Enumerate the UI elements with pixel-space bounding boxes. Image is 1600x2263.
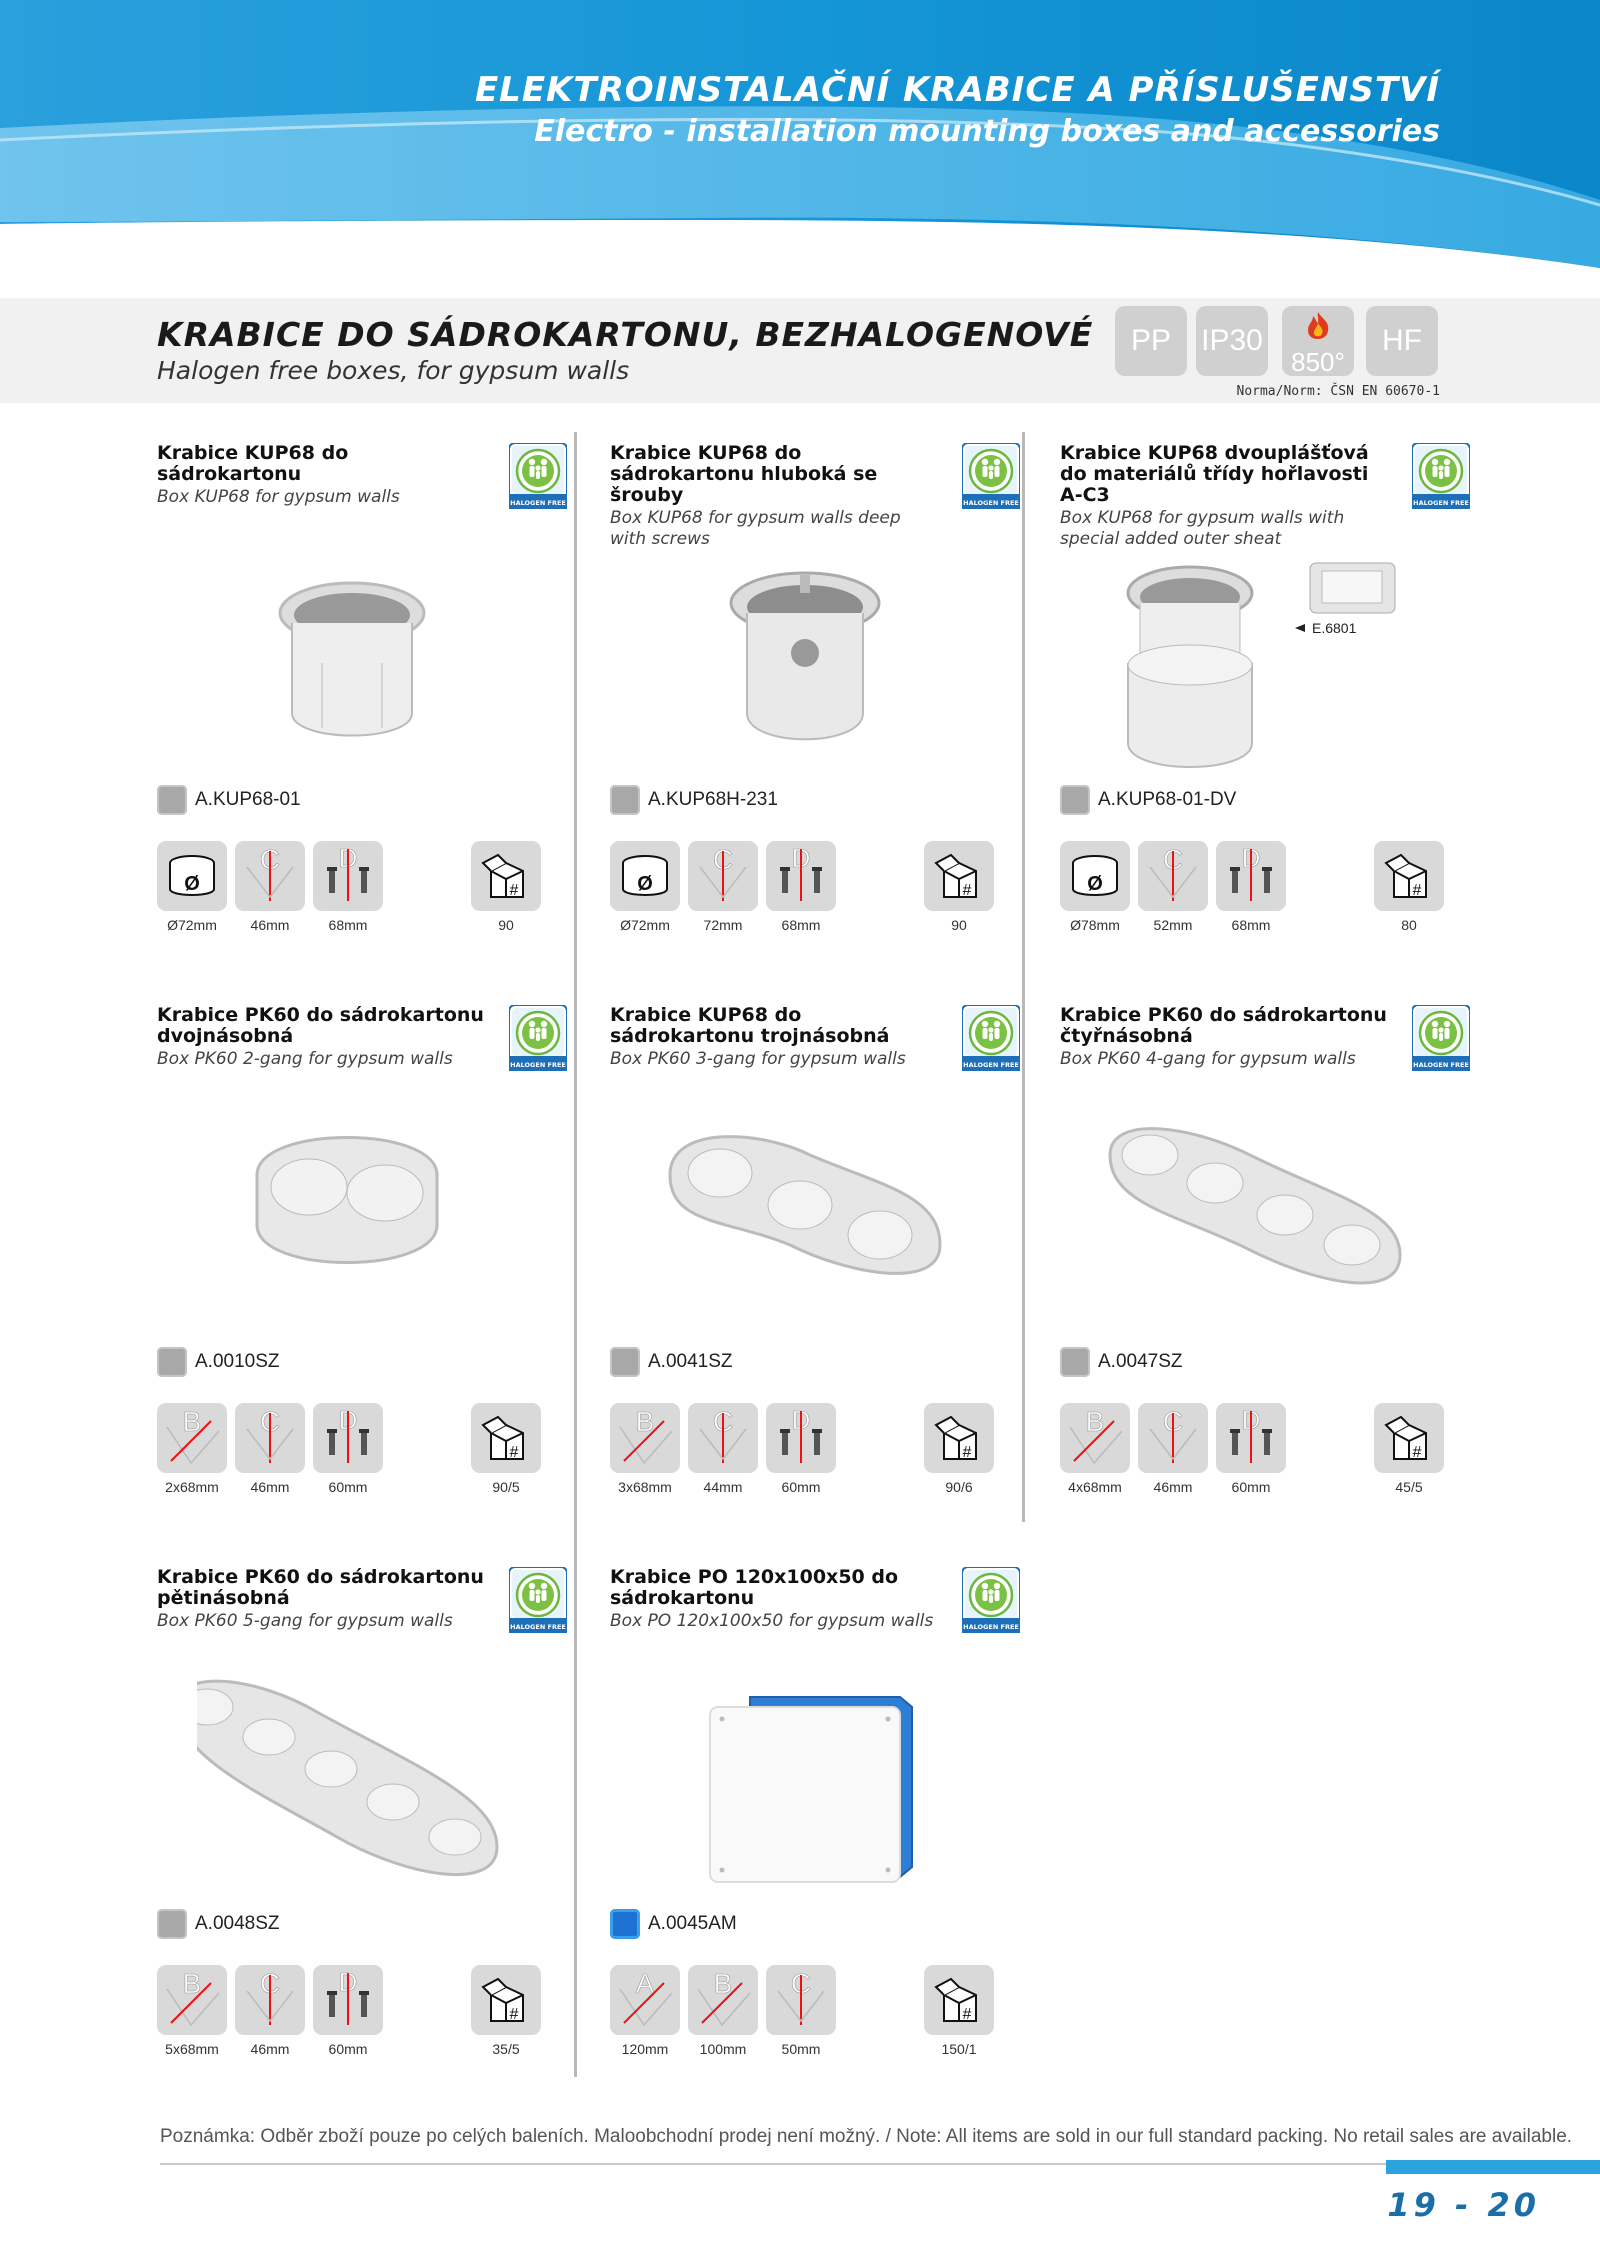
product-title bbox=[610, 1005, 940, 1070]
dimension-value: 52mm bbox=[1153, 917, 1193, 933]
column-separator-2 bbox=[1022, 432, 1025, 1522]
product-title bbox=[157, 1005, 487, 1070]
dimension-value: Ø78mm bbox=[1070, 917, 1120, 933]
halogen-free-icon bbox=[509, 1567, 567, 1633]
product-card-a-0047sz bbox=[1060, 1005, 1470, 1535]
svg-text:C: C bbox=[259, 1406, 281, 1437]
svg-text:HALOGEN FREE: HALOGEN FREE bbox=[1413, 1061, 1469, 1069]
color-swatch bbox=[157, 785, 187, 815]
color-swatch bbox=[610, 785, 640, 815]
svg-text:HALOGEN FREE: HALOGEN FREE bbox=[510, 1623, 566, 1631]
product-title bbox=[610, 443, 940, 550]
dimension-value: 60mm bbox=[328, 2041, 368, 2057]
package-quantity: 90 bbox=[498, 917, 514, 933]
dimension-d-icon bbox=[313, 1965, 383, 2035]
svg-text:C: C bbox=[1162, 1406, 1184, 1437]
product-code-row bbox=[610, 1345, 733, 1379]
product-title bbox=[1060, 443, 1390, 550]
svg-text:HALOGEN FREE: HALOGEN FREE bbox=[963, 499, 1019, 507]
svg-text:#: # bbox=[509, 1444, 519, 1461]
product-photo bbox=[650, 553, 960, 783]
product-code: A.0010SZ bbox=[195, 1351, 280, 1372]
svg-text:C: C bbox=[1162, 844, 1184, 875]
dimension-c-icon bbox=[688, 841, 758, 911]
column-separator-1 bbox=[574, 432, 577, 2077]
svg-text:HALOGEN FREE: HALOGEN FREE bbox=[510, 499, 566, 507]
svg-text:#: # bbox=[1412, 882, 1422, 899]
package-icon bbox=[471, 1403, 541, 1473]
badge-flame bbox=[1282, 306, 1354, 376]
product-subtitle: Box KUP68 for gypsum walls with special added outer sheat bbox=[1060, 508, 1345, 549]
dimension-value: 100mm bbox=[699, 2041, 747, 2057]
product-name: Krabice PO 120x100x50 do sádrokartonu bbox=[610, 1566, 899, 1609]
product-photo bbox=[197, 1115, 507, 1345]
dimension-c-icon bbox=[766, 1965, 836, 2035]
dimension-b-icon bbox=[157, 1403, 227, 1473]
product-title bbox=[157, 1567, 487, 1632]
color-swatch bbox=[610, 1347, 640, 1377]
product-card-a-0041sz bbox=[610, 1005, 1020, 1535]
dimension-value: 68mm bbox=[1231, 917, 1271, 933]
color-swatch bbox=[1060, 785, 1090, 815]
svg-text:D: D bbox=[791, 843, 811, 873]
diameter-icon bbox=[157, 841, 227, 911]
dimension-d-icon bbox=[766, 1403, 836, 1473]
footer-accent-bar bbox=[1386, 2160, 1600, 2174]
dimension-a-icon bbox=[610, 1965, 680, 2035]
svg-text:A: A bbox=[635, 1968, 655, 1999]
spec-icons bbox=[157, 841, 567, 913]
svg-text:#: # bbox=[1412, 1444, 1422, 1461]
halogen-free-icon bbox=[1412, 1005, 1470, 1071]
product-code: A.0045AM bbox=[648, 1913, 737, 1934]
halogen-free-icon bbox=[509, 1005, 567, 1071]
spec-icons bbox=[610, 1403, 1020, 1475]
dimension-value: 50mm bbox=[781, 2041, 821, 2057]
product-name: Krabice KUP68 dvouplášťová do materiálů třídy hořlavosti A-C3 bbox=[1060, 442, 1369, 506]
dimension-value: 46mm bbox=[1153, 1479, 1193, 1495]
product-card-a-0048sz bbox=[157, 1567, 567, 2097]
svg-text:B: B bbox=[635, 1406, 655, 1437]
color-swatch bbox=[610, 1909, 640, 1939]
svg-text:C: C bbox=[790, 1968, 812, 1999]
dimension-d-icon bbox=[1216, 1403, 1286, 1473]
package-quantity: 150/1 bbox=[941, 2041, 977, 2057]
product-subtitle: Box PK60 2-gang for gypsum walls bbox=[157, 1049, 453, 1069]
spec-icons bbox=[610, 1965, 1020, 2037]
footer-note: Poznámka: Odběr zboží pouze po celých baleních. Maloobchodní prodej není možný. / Note: All items are sold in our full standard packing. No retail sales are available. bbox=[160, 2126, 1573, 2147]
dimension-b-icon bbox=[610, 1403, 680, 1473]
dimension-d-icon bbox=[1216, 841, 1286, 911]
product-name: Krabice PK60 do sádrokartonu čtyřnásobná bbox=[1060, 1004, 1387, 1047]
accessory-code-label: E.6801 bbox=[1312, 620, 1357, 636]
svg-text:B: B bbox=[182, 1968, 202, 1999]
svg-text:HALOGEN FREE: HALOGEN FREE bbox=[1413, 499, 1469, 507]
product-photo bbox=[1100, 1115, 1410, 1345]
product-photo bbox=[197, 553, 507, 783]
dimension-value: 4x68mm bbox=[1068, 1479, 1122, 1495]
dimension-d-icon bbox=[313, 841, 383, 911]
svg-text:#: # bbox=[509, 2006, 519, 2023]
product-code-row bbox=[157, 1345, 280, 1379]
spec-icons bbox=[1060, 1403, 1470, 1475]
svg-text:B: B bbox=[713, 1968, 733, 1999]
badge-temperature: 850° bbox=[1291, 347, 1345, 377]
dimension-c-icon bbox=[235, 841, 305, 911]
dimension-b-icon bbox=[1060, 1403, 1130, 1473]
svg-text:#: # bbox=[509, 882, 519, 899]
product-code: A.0041SZ bbox=[648, 1351, 733, 1372]
svg-text:B: B bbox=[1085, 1406, 1105, 1437]
dimension-value: 60mm bbox=[1231, 1479, 1271, 1495]
dimension-value: Ø72mm bbox=[620, 917, 670, 933]
svg-text:C: C bbox=[712, 844, 734, 875]
header-subtitle: Electro - installation mounting boxes and accessories bbox=[534, 114, 1440, 149]
product-photo bbox=[1100, 553, 1410, 783]
package-icon bbox=[924, 841, 994, 911]
color-swatch bbox=[157, 1347, 187, 1377]
product-code-row bbox=[610, 783, 778, 817]
package-icon bbox=[471, 1965, 541, 2035]
dimension-b-icon bbox=[688, 1965, 758, 2035]
package-quantity: 90/6 bbox=[945, 1479, 973, 1495]
package-quantity: 80 bbox=[1401, 917, 1417, 933]
product-code: A.KUP68-01-DV bbox=[1098, 789, 1237, 810]
dimension-d-icon bbox=[766, 841, 836, 911]
dimension-value: 68mm bbox=[781, 917, 821, 933]
badge-ip30: IP30 bbox=[1196, 306, 1268, 376]
section-title: KRABICE DO SÁDROKARTONU, BEZHALOGENOVÉ bbox=[157, 315, 1094, 354]
dimension-c-icon bbox=[1138, 1403, 1208, 1473]
product-subtitle: Box PK60 4-gang for gypsum walls bbox=[1060, 1049, 1356, 1069]
spec-icons bbox=[157, 1965, 567, 2037]
page-header bbox=[0, 0, 1600, 280]
package-icon bbox=[1374, 1403, 1444, 1473]
halogen-free-icon bbox=[962, 1005, 1020, 1071]
badge-hf: HF bbox=[1366, 306, 1438, 376]
product-title bbox=[610, 1567, 940, 1632]
package-quantity: 90/5 bbox=[492, 1479, 520, 1495]
dimension-value: 2x68mm bbox=[165, 1479, 219, 1495]
color-swatch bbox=[1060, 1347, 1090, 1377]
spec-icons bbox=[610, 841, 1020, 913]
svg-text:D: D bbox=[1241, 843, 1261, 873]
footer-divider bbox=[160, 2163, 1400, 2165]
product-name: Krabice KUP68 do sádrokartonu hluboká se šrouby bbox=[610, 442, 878, 506]
product-photo bbox=[650, 1677, 960, 1907]
dimension-d-icon bbox=[313, 1403, 383, 1473]
product-subtitle: Box PK60 5-gang for gypsum walls bbox=[157, 1611, 453, 1631]
svg-text:#: # bbox=[962, 2006, 972, 2023]
product-card-a-kup68-01-dv bbox=[1060, 443, 1470, 973]
svg-text:D: D bbox=[338, 1967, 358, 1997]
svg-text:Ø: Ø bbox=[184, 873, 200, 895]
dimension-value: 120mm bbox=[621, 2041, 669, 2057]
product-subtitle: Box PO 120x100x50 for gypsum walls bbox=[610, 1611, 934, 1631]
product-code: A.0048SZ bbox=[195, 1913, 280, 1934]
product-title bbox=[157, 443, 487, 508]
svg-text:B: B bbox=[182, 1406, 202, 1437]
package-quantity: 35/5 bbox=[492, 2041, 520, 2057]
diameter-icon bbox=[1060, 841, 1130, 911]
product-name: Krabice KUP68 do sádrokartonu bbox=[157, 442, 349, 485]
dimension-value: 46mm bbox=[250, 2041, 290, 2057]
package-quantity: 45/5 bbox=[1395, 1479, 1423, 1495]
spec-icons bbox=[157, 1403, 567, 1475]
product-code-row bbox=[610, 1907, 737, 1941]
dimension-b-icon bbox=[157, 1965, 227, 2035]
package-icon bbox=[471, 841, 541, 911]
package-quantity: 90 bbox=[951, 917, 967, 933]
svg-text:Ø: Ø bbox=[637, 873, 653, 895]
svg-text:#: # bbox=[962, 882, 972, 899]
dimension-value: 60mm bbox=[781, 1479, 821, 1495]
svg-text:D: D bbox=[338, 1405, 358, 1435]
product-card-a-0010sz bbox=[157, 1005, 567, 1535]
halogen-free-icon bbox=[1412, 443, 1470, 509]
package-icon bbox=[1374, 841, 1444, 911]
svg-text:Ø: Ø bbox=[1087, 873, 1103, 895]
dimension-c-icon bbox=[235, 1403, 305, 1473]
svg-text:D: D bbox=[791, 1405, 811, 1435]
halogen-free-icon bbox=[509, 443, 567, 509]
product-card-a-kup68h-231 bbox=[610, 443, 1020, 973]
halogen-free-icon bbox=[962, 443, 1020, 509]
package-icon bbox=[924, 1965, 994, 2035]
dimension-value: 5x68mm bbox=[165, 2041, 219, 2057]
product-subtitle: Box KUP68 for gypsum walls deep with screws bbox=[610, 508, 901, 549]
svg-text:C: C bbox=[712, 1406, 734, 1437]
package-icon bbox=[924, 1403, 994, 1473]
dimension-c-icon bbox=[235, 1965, 305, 2035]
diameter-icon bbox=[610, 841, 680, 911]
product-photo bbox=[650, 1115, 960, 1345]
page-number: 19 - 20 bbox=[1387, 2186, 1540, 2224]
product-card-a-0045am bbox=[610, 1567, 1020, 2097]
svg-text:HALOGEN FREE: HALOGEN FREE bbox=[510, 1061, 566, 1069]
product-code: A.KUP68H-231 bbox=[648, 789, 778, 810]
dimension-value: 46mm bbox=[250, 917, 290, 933]
product-subtitle: Box PK60 3-gang for gypsum walls bbox=[610, 1049, 906, 1069]
product-code: A.KUP68-01 bbox=[195, 789, 301, 810]
product-name: Krabice PK60 do sádrokartonu pětinásobná bbox=[157, 1566, 484, 1609]
dimension-c-icon bbox=[1138, 841, 1208, 911]
svg-text:D: D bbox=[338, 843, 358, 873]
svg-text:D: D bbox=[1241, 1405, 1261, 1435]
dimension-c-icon bbox=[688, 1403, 758, 1473]
dimension-value: 46mm bbox=[250, 1479, 290, 1495]
flame-icon bbox=[1300, 310, 1336, 340]
dimension-value: 44mm bbox=[703, 1479, 743, 1495]
badge-pp: PP bbox=[1115, 306, 1187, 376]
svg-text:HALOGEN FREE: HALOGEN FREE bbox=[963, 1061, 1019, 1069]
spec-icons bbox=[1060, 841, 1470, 913]
product-code-row bbox=[157, 783, 301, 817]
product-code-row bbox=[1060, 783, 1236, 817]
dimension-value: 3x68mm bbox=[618, 1479, 672, 1495]
dimension-value: 68mm bbox=[328, 917, 368, 933]
svg-text:C: C bbox=[259, 844, 281, 875]
halogen-free-icon bbox=[962, 1567, 1020, 1633]
product-code-row bbox=[157, 1907, 280, 1941]
section-subtitle: Halogen free boxes, for gypsum walls bbox=[157, 356, 630, 385]
dimension-value: 72mm bbox=[703, 917, 743, 933]
product-title bbox=[1060, 1005, 1390, 1070]
dimension-value: Ø72mm bbox=[167, 917, 217, 933]
header-title: ELEKTROINSTALAČNÍ KRABICE A PŘÍSLUŠENSTVÍ bbox=[474, 70, 1440, 110]
svg-text:C: C bbox=[259, 1968, 281, 1999]
svg-text:#: # bbox=[962, 1444, 972, 1461]
norm-label: Norma/Norm: ČSN EN 60670-1 bbox=[1236, 384, 1440, 399]
product-subtitle: Box KUP68 for gypsum walls bbox=[157, 487, 400, 507]
svg-text:HALOGEN FREE: HALOGEN FREE bbox=[963, 1623, 1019, 1631]
product-code-row bbox=[1060, 1345, 1183, 1379]
section-banner bbox=[0, 298, 1600, 403]
dimension-value: 60mm bbox=[328, 1479, 368, 1495]
product-name: Krabice KUP68 do sádrokartonu trojnásobná bbox=[610, 1004, 890, 1047]
product-code: A.0047SZ bbox=[1098, 1351, 1183, 1372]
product-name: Krabice PK60 do sádrokartonu dvojnásobná bbox=[157, 1004, 484, 1047]
product-photo bbox=[197, 1677, 507, 1907]
color-swatch bbox=[157, 1909, 187, 1939]
product-card-a-kup68-01 bbox=[157, 443, 567, 973]
